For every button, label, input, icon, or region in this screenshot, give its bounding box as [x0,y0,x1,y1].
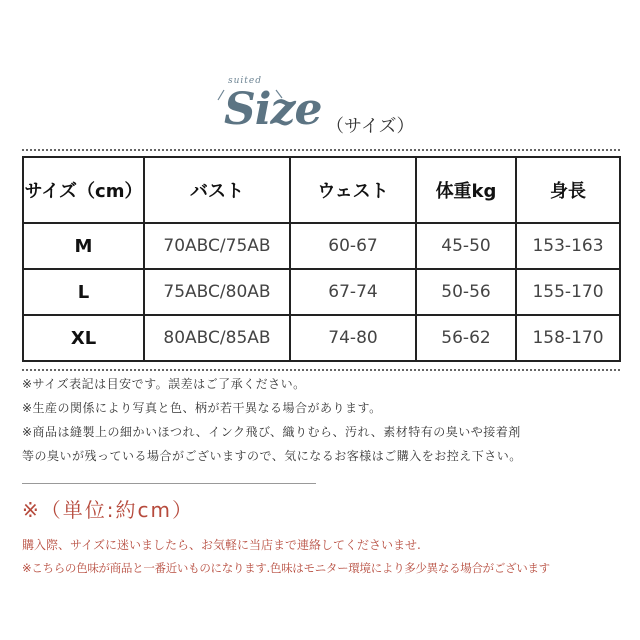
suited-label: suited [228,76,262,86]
header-height: 身長 [516,157,620,223]
bust-cell: 80ABC/85AB [144,315,290,361]
note-line: ※商品は縫製上の細かいほつれ、インク飛び、織りむら、汚れ、素材特有の臭いや接着剤 [22,425,521,439]
header-weight: 体重kg [416,157,516,223]
header-size: サイズ（cm） [23,157,144,223]
weight-cell: 45-50 [416,223,516,269]
size-subtitle: （サイズ） [326,116,415,137]
dotted-divider-bottom [22,369,620,371]
weight-cell: 50-56 [416,269,516,315]
note-line: ※生産の関係により写真と色、柄が若干異なる場合があります。 [22,401,382,415]
bust-cell: 70ABC/75AB [144,223,290,269]
header-waist: ウェスト [290,157,416,223]
table-header-row [23,157,620,223]
color-note: ※こちらの色味が商品と一番近いものになります.色味はモニター環境により多少異なる場合がございます [22,561,550,575]
height-cell: 153-163 [516,223,620,269]
size-cell: XL [23,315,144,361]
size-header [208,72,438,152]
notes-list [22,372,622,468]
waist-cell: 60-67 [290,223,416,269]
height-cell: 155-170 [516,269,620,315]
size-title: Size [224,84,322,135]
contact-note: 購入際、サイズに迷いましたら、お気軽に当店まで連絡してくださいませ. [22,538,421,552]
note-line: 等の臭いが残っている場合がございますので、気になるお客様はご購入をお控え下さい。 [22,449,522,463]
size-cell: M [23,223,144,269]
size-table [22,156,621,362]
size-cell: L [23,269,144,315]
horizontal-rule [22,483,316,484]
waist-cell: 74-80 [290,315,416,361]
unit-note: ※（単位:約cm） [22,498,194,522]
waist-cell: 67-74 [290,269,416,315]
bust-cell: 75ABC/80AB [144,269,290,315]
weight-cell: 56-62 [416,315,516,361]
height-cell: 158-170 [516,315,620,361]
dotted-divider-top [22,149,620,151]
table-row [23,269,620,315]
table-row [23,223,620,269]
note-line: ※サイズ表記は目安です。誤差はご了承ください。 [22,377,306,391]
header-bust: バスト [144,157,290,223]
table-row [23,315,620,361]
